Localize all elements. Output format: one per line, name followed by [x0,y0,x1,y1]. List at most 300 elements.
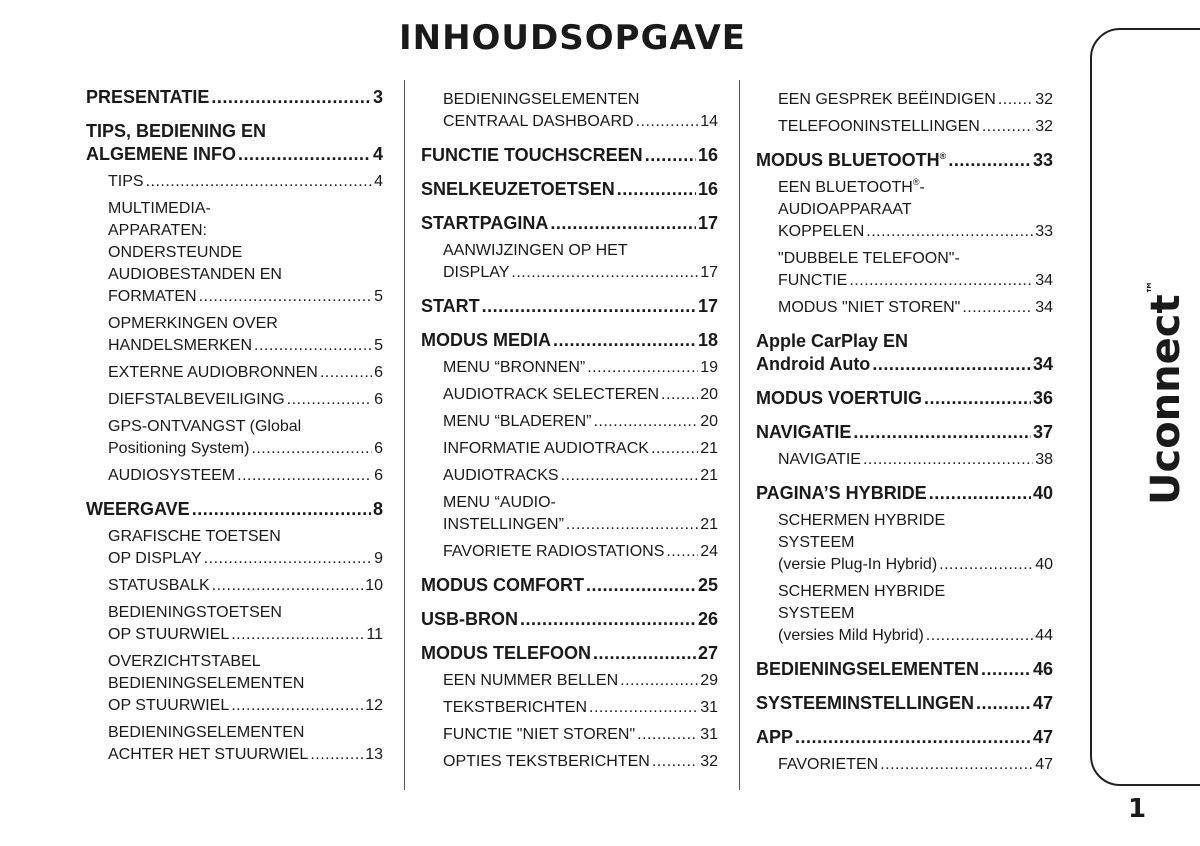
toc-page-number: 46 [1032,659,1053,679]
toc-entry-line [108,575,383,597]
toc-entry-title: (versie Plug-In Hybrid) [778,556,938,573]
dot-leader [586,574,696,597]
toc-entry-title: SCHERMEN HYBRIDE [778,583,946,600]
toc-page-number: 17 [700,264,718,281]
dot-leader [976,692,1031,715]
toc-section-entry[interactable] [421,608,718,631]
toc-entry-title: BEDIENINGSELEMENTEN [443,91,640,108]
toc-page-number: 4 [374,173,383,190]
dot-leader [254,335,372,357]
toc-page-number: 32 [1035,118,1053,135]
trademark-symbol: ™ [1145,280,1161,295]
toc-entry-title: FAVORIETE RADIOSTATIONS [443,543,665,560]
dot-leader [199,286,373,308]
toc-entry-title: ACHTER HET STUURWIEL [108,746,309,763]
toc-entry-line [108,624,383,646]
toc-entry-title: USB-BRON [421,609,518,629]
toc-page-number: 44 [1035,627,1053,644]
column-divider [404,80,405,790]
toc-entry-title: DISPLAY [443,264,510,281]
dot-leader [561,465,699,487]
toc-entry-line [443,240,718,262]
toc-entry-line [108,722,383,744]
dot-leader [589,697,698,719]
toc-entry-line [443,111,718,133]
toc-page-number: 5 [374,288,383,305]
dot-leader [212,575,364,597]
toc-entry-title: AUDIOBESTANDEN EN [108,266,282,283]
toc-entry-line [756,482,1053,505]
toc-entry-line [108,313,383,335]
toc-entry-title: "DUBBELE TELEFOON"- [778,250,960,267]
toc-page-number: 38 [1035,451,1053,468]
toc-subsection-entry[interactable] [421,697,718,719]
toc-subsection-entry[interactable] [421,670,718,692]
toc-entry-title: ALGEMENE INFO [86,144,237,164]
toc-entry-line [778,221,1053,243]
toc-entry-title: EEN BLUETOOTH®- [778,177,925,196]
toc-page-number: 19 [700,359,718,376]
toc-subsection-entry[interactable] [756,581,1053,647]
toc-entry-title: SYSTEEMINSTELLINGEN [756,693,975,713]
dot-leader [620,670,698,692]
dot-leader [617,178,696,201]
toc-entry-line [421,295,718,318]
dot-leader [482,295,696,318]
toc-entry-line [778,270,1053,292]
toc-section-entry[interactable] [756,149,1053,172]
dot-leader [553,329,696,352]
toc-entry-line [778,581,1053,603]
dot-leader [661,384,698,406]
toc-entry-line [108,673,383,695]
toc-subsection-entry[interactable] [86,651,383,717]
toc-entry-title: Positioning System) [108,440,250,457]
toc-entry-line [778,510,1053,532]
toc-page-number: 11 [366,626,383,643]
toc-entry-title: TIPS, BEDIENING EN [86,121,267,141]
toc-entry-title: TEKSTBERICHTEN [443,699,588,716]
toc-subsection-entry[interactable] [86,722,383,766]
toc-entry-line [778,532,1053,554]
toc-entry-line [443,670,718,692]
toc-entry-title: MENU “AUDIO- [443,494,556,511]
toc-subsection-entry[interactable] [86,389,383,411]
toc-entry-line [443,384,718,406]
dot-leader [866,221,1033,243]
toc-subsection-entry[interactable] [86,416,383,460]
toc-section-entry[interactable] [421,574,718,597]
toc-entry-line [443,514,718,536]
dot-leader [192,498,371,521]
toc-entry-line [421,574,718,597]
toc-entry-line [778,754,1053,776]
toc-entry-title: INFORMATIE AUDIOTRACK [443,440,649,457]
toc-subsection-entry[interactable] [756,449,1053,471]
toc-page-number: 24 [700,543,718,560]
toc-page-number: 16 [697,145,718,165]
toc-page-number: 13 [365,746,383,763]
toc-subsection-entry[interactable] [421,492,718,536]
toc-entry-title: EXTERNE AUDIOBRONNEN [108,364,318,381]
toc-page-number: 21 [700,516,718,533]
toc-entry-title: APPARATEN: [108,222,207,239]
toc-subsection-entry[interactable] [86,602,383,646]
toc-entry-line [421,178,718,201]
dot-leader [587,357,698,379]
toc-entry-line [756,353,1053,376]
toc-column-3 [756,84,1053,776]
toc-entry-title: OPMERKINGEN OVER [108,315,278,332]
toc-entry-title: MODUS TELEFOON [421,643,591,663]
toc-entry-line [108,264,383,286]
toc-page-number: 14 [700,113,718,130]
toc-entry-line [778,177,1053,199]
dot-leader [146,171,373,193]
toc-entry-title: FUNCTIE "NIET STOREN" [443,726,636,743]
toc-entry-line [443,89,718,111]
toc-entry-line [778,625,1053,647]
toc-entry-title: MODUS BLUETOOTH® [756,150,947,170]
toc-entry-line [108,198,383,220]
toc-section-entry[interactable] [86,86,383,109]
toc-entry-line [756,387,1053,410]
toc-subsection-entry[interactable] [421,411,718,433]
toc-entry-title: Apple CarPlay EN [756,331,909,351]
toc-section-entry[interactable] [421,212,718,235]
toc-entry-line [86,86,383,109]
toc-entry-title: OP STUURWIEL [108,626,230,643]
toc-entry-line [421,212,718,235]
toc-page-number: 40 [1035,556,1053,573]
toc-page-number: 6 [374,364,383,381]
toc-subsection-entry[interactable] [86,198,383,308]
toc-entry-line [778,199,1053,221]
toc-entry-title: PRESENTATIE [86,87,210,107]
dot-leader [211,86,371,109]
toc-entry-line [108,744,383,766]
toc-entry-title: SYSTEEM [778,605,855,622]
toc-entry-title: TIPS [108,173,144,190]
toc-subsection-entry[interactable] [421,240,718,284]
dot-leader [593,411,698,433]
toc-page-number: 6 [374,391,383,408]
toc-entry-line [108,335,383,357]
toc-page-number: 21 [700,440,718,457]
dot-leader [520,608,696,631]
toc-entry-line [108,526,383,548]
toc-entry-title: SNELKEUZETOETSEN [421,179,615,199]
toc-page-number: 4 [372,144,383,164]
toc-entry-title: HANDELSMERKEN [108,337,253,354]
toc-subsection-entry[interactable] [86,362,383,384]
toc-page-number: 9 [374,550,383,567]
toc-page-number: 32 [1035,91,1053,108]
dot-leader [645,144,696,167]
toc-page-number: 5 [374,337,383,354]
toc-entry-title: DIEFSTALBEVEILIGING [108,391,285,408]
toc-section-entry[interactable] [421,178,718,201]
toc-section-entry[interactable] [421,295,718,318]
toc-subsection-entry[interactable] [86,575,383,597]
toc-entry-title: MODUS VOERTUIG [756,388,923,408]
toc-subsection-entry[interactable] [421,357,718,379]
toc-entry-line [86,498,383,521]
toc-page-number: 34 [1032,354,1053,374]
toc-entry-title: START [421,296,480,316]
dot-leader [939,554,1033,576]
toc-page-number: 34 [1035,299,1053,316]
toc-entry-line [443,724,718,746]
toc-entry-title: FORMATEN [108,288,197,305]
dot-leader [795,726,1031,749]
toc-entry-title: OPTIES TEKSTBERICHTEN [443,753,650,770]
toc-entry-line [108,220,383,242]
dot-leader [231,624,364,646]
dot-leader [872,353,1031,376]
toc-subsection-entry[interactable] [756,248,1053,292]
toc-subsection-entry[interactable] [421,465,718,487]
toc-page-number: 34 [1035,272,1053,289]
toc-entry-title: MODUS MEDIA [421,330,551,350]
dot-leader [962,297,1033,319]
toc-page-number: 20 [700,413,718,430]
toc-section-entry[interactable] [756,726,1053,749]
toc-entry-line [756,692,1053,715]
toc-page-number: 31 [700,726,718,743]
toc-entry-line [756,149,1053,172]
toc-entry-line [108,695,383,717]
dot-leader [982,116,1033,138]
toc-page-number: 17 [697,296,718,316]
toc-entry-title: EEN GESPREK BEËINDIGEN [778,91,996,108]
toc-entry-line [443,357,718,379]
column-divider [739,80,740,790]
dot-leader [929,482,1031,505]
toc-subsection-entry[interactable] [86,526,383,570]
toc-page-number: 10 [365,577,383,594]
toc-page-number: 47 [1032,693,1053,713]
toc-page-number: 29 [700,672,718,689]
toc-entry-title: STARTPAGINA [421,213,549,233]
toc-entry-title: FUNCTIE TOUCHSCREEN [421,145,643,165]
toc-page-number: 17 [697,213,718,233]
dot-leader [511,262,698,284]
toc-entry-line [108,602,383,624]
dot-leader [880,754,1033,776]
toc-entry-line [421,144,718,167]
toc-entry-line [443,751,718,773]
toc-subsection-entry[interactable] [756,297,1053,319]
page-title: INHOUDSOPGAVE [398,18,747,58]
toc-entry-title: ONDERSTEUNDE [108,244,243,261]
toc-entry-line [778,449,1053,471]
toc-section-entry[interactable] [756,692,1053,715]
toc-entry-line [778,603,1053,625]
toc-entry-line [108,465,383,487]
toc-subsection-entry[interactable] [756,177,1053,243]
toc-entry-line [443,492,718,514]
dot-leader [320,362,372,384]
toc-subsection-entry[interactable] [86,171,383,193]
toc-page-number: 40 [1032,483,1053,503]
dot-leader [652,751,698,773]
dot-leader [981,658,1031,681]
toc-entry-line [86,143,383,166]
toc-entry-title: AUDIOTRACKS [443,467,559,484]
toc-entry-title: MENU “BRONNEN” [443,359,586,376]
toc-section-entry[interactable] [421,642,718,665]
toc-entry-line [108,362,383,384]
toc-entry-title: AUDIOSYSTEEM [108,467,236,484]
toc-subsection-entry[interactable] [421,438,718,460]
toc-subsection-entry[interactable] [86,313,383,357]
toc-entry-title: Android Auto [756,354,871,374]
dot-leader [853,421,1031,444]
toc-entry-line [756,421,1053,444]
toc-page-number: 47 [1035,756,1053,773]
toc-entry-title: MODUS COMFORT [421,575,584,595]
toc-entry-title: NAVIGATIE [756,422,852,442]
toc-entry-title: MULTIMEDIA- [108,200,211,217]
toc-page-number: 16 [697,179,718,199]
toc-entry-title: STATUSBALK [108,577,210,594]
toc-entry-line [443,411,718,433]
toc-entry-title: AUDIOAPPARAAT [778,201,912,218]
toc-subsection-entry[interactable] [756,89,1053,111]
toc-section-entry[interactable] [756,421,1053,444]
toc-entry-title: BEDIENINGSELEMENTEN [756,659,980,679]
toc-page-number: 32 [700,753,718,770]
toc-entry-title: INSTELLINGEN” [443,516,564,533]
dot-leader [666,541,698,563]
toc-entry-line [108,389,383,411]
toc-section-entry[interactable] [421,329,718,352]
toc-page-number: 6 [374,440,383,457]
toc-page-number: 25 [697,575,718,595]
dot-leader [948,149,1031,172]
toc-page-number: 37 [1032,422,1053,442]
toc-subsection-entry[interactable] [756,754,1053,776]
toc-section-entry[interactable] [756,387,1053,410]
toc-entry-title: TELEFOONINSTELLINGEN [778,118,980,135]
toc-page-number: 6 [374,467,383,484]
toc-entry-line [756,330,1053,353]
dot-leader [566,514,698,536]
toc-entry-line [108,548,383,570]
toc-entry-title: CENTRAAL DASHBOARD [443,113,634,130]
toc-page-number: 3 [372,87,383,107]
toc-page-number: 47 [1032,727,1053,747]
toc-entry-title: OP DISPLAY [108,550,202,567]
toc-entry-line [778,297,1053,319]
toc-entry-title: OVERZICHTSTABEL [108,653,261,670]
toc-entry-line [778,248,1053,270]
toc-section-entry[interactable] [756,658,1053,681]
toc-entry-title: APP [756,727,794,747]
toc-entry-line [108,438,383,460]
toc-subsection-entry[interactable] [86,465,383,487]
dot-leader [998,89,1033,111]
toc-page-number: 33 [1035,223,1053,240]
toc-subsection-entry[interactable] [421,384,718,406]
toc-entry-line [421,329,718,352]
toc-section-entry[interactable] [421,144,718,167]
toc-page-number: 21 [700,467,718,484]
toc-subsection-entry[interactable] [421,751,718,773]
toc-entry-title: OP STUURWIEL [108,697,230,714]
dot-leader [310,744,363,766]
toc-entry-line [443,438,718,460]
toc-entry-line [443,465,718,487]
toc-subsection-entry[interactable] [421,724,718,746]
toc-entry-line [443,697,718,719]
dot-leader [863,449,1033,471]
toc-subsection-entry[interactable] [421,541,718,563]
toc-page-number: 27 [697,643,718,663]
toc-entry-title: GPS-ONTVANGST (Global [108,418,302,435]
toc-subsection-entry[interactable] [756,116,1053,138]
dot-leader [593,642,696,665]
toc-entry-title: AUDIOTRACK SELECTEREN [443,386,660,403]
toc-entry-line [778,554,1053,576]
page-number: 1 [1128,794,1147,824]
toc-page-number: 26 [697,609,718,629]
dot-leader [926,625,1033,647]
dot-leader [238,143,371,166]
brand-name: Uconnect [1143,294,1189,505]
toc-section-entry[interactable] [756,330,1053,376]
toc-entry-line [756,658,1053,681]
toc-entry-title: BEDIENINGSELEMENTEN [108,724,305,741]
toc-column-2 [421,84,718,773]
toc-entry-title: WEERGAVE [86,499,190,519]
toc-entry-title: PAGINA’S HYBRIDE [756,483,927,503]
dot-leader [924,387,1031,410]
toc-section-entry[interactable] [86,498,383,521]
toc-entry-line [108,242,383,264]
dot-leader [651,438,698,460]
toc-page-number: 31 [700,699,718,716]
side-tab-label [1143,280,1189,505]
toc-page-number: 33 [1032,150,1053,170]
toc-entry-line [421,642,718,665]
toc-page-number: 20 [700,386,718,403]
toc-entry-title: BEDIENINGSTOETSEN [108,604,282,621]
toc-subsection-entry[interactable] [756,510,1053,576]
dot-leader [636,111,699,133]
toc-column-1 [86,84,383,766]
toc-entry-title: (versies Mild Hybrid) [778,627,924,644]
toc-entry-line [756,726,1053,749]
toc-section-entry[interactable] [756,482,1053,505]
toc-page-number: 36 [1032,388,1053,408]
toc-subsection-entry[interactable] [421,89,718,133]
toc-page-number: 8 [372,499,383,519]
toc-entry-line [778,89,1053,111]
dot-leader [637,724,698,746]
toc-entry-line [421,608,718,631]
toc-entry-title: AANWIJZINGEN OP HET [443,242,628,259]
toc-entry-title: KOPPELEN [778,223,865,240]
toc-entry-line [778,116,1053,138]
toc-page-number: 12 [365,697,383,714]
dot-leader [550,212,696,235]
toc-entry-line [108,171,383,193]
toc-section-entry[interactable] [86,120,383,166]
toc-entry-line [108,416,383,438]
toc-entry-title: SCHERMEN HYBRIDE [778,512,946,529]
